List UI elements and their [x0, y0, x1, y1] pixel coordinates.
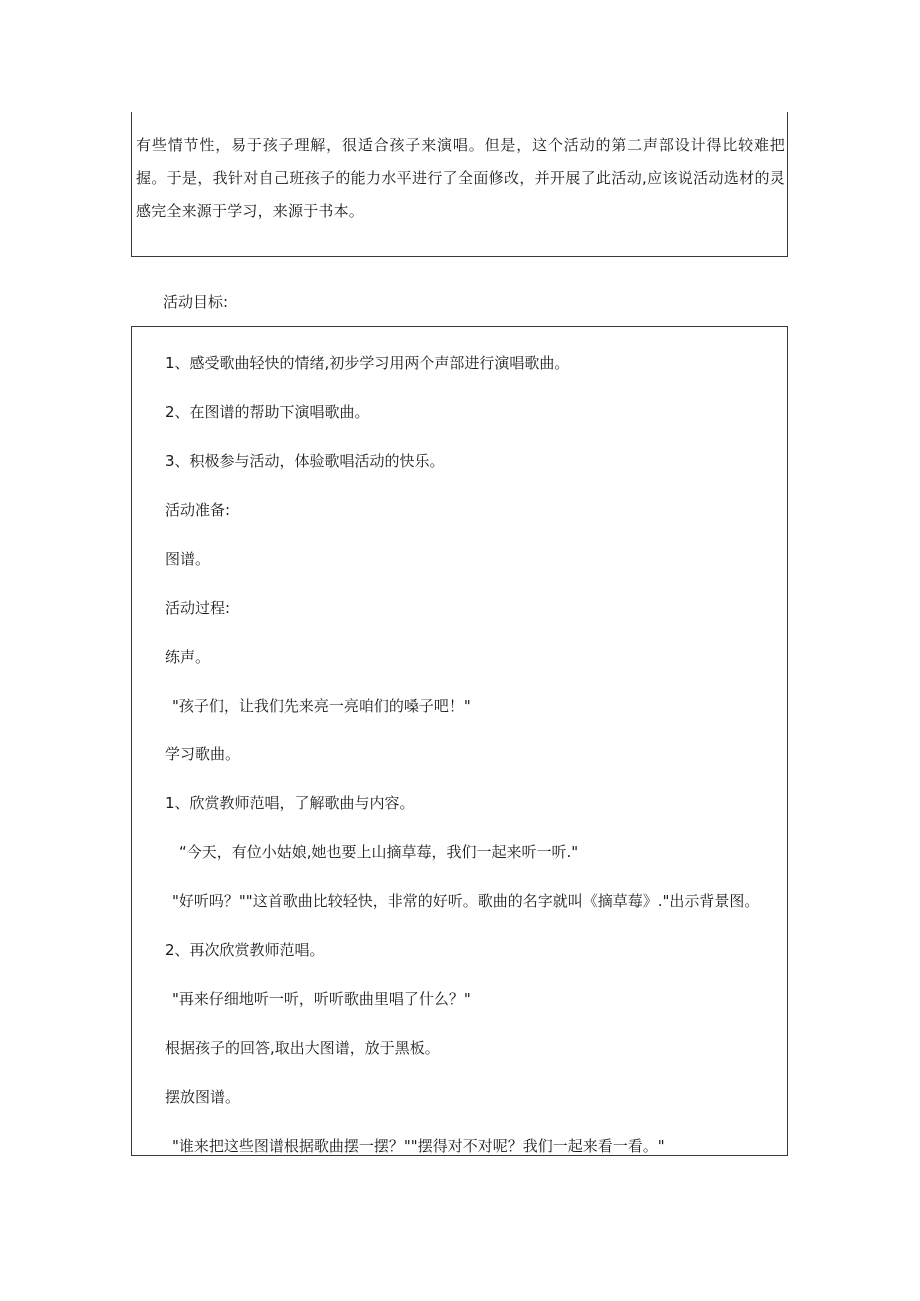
arrange-chart-quote: "谁来把这些图谱根据歌曲摆一摆？""摆得对不对呢？我们一起来看一看。" — [172, 1137, 665, 1155]
preparation-heading: 活动准备: — [165, 501, 231, 519]
warmup-quote: "孩子们，让我们先来亮一亮咱们的嗓子吧！" — [172, 697, 471, 715]
process-heading: 活动过程: — [165, 599, 231, 617]
goals-heading: 活动目标: — [163, 293, 229, 311]
learn-step-2-quote: "再来仔细地听一听，听听歌曲里唱了什么？" — [172, 990, 471, 1008]
learn-step-1: 1、欣赏教师范唱，了解歌曲与内容。 — [165, 794, 415, 812]
intro-paragraph: 有些情节性，易于孩子理解，很适合孩子来演唱。但是，这个活动的第二声部设计得比较难把握。于是，我针对自己班孩子的能力水平进行了全面修改，并开展了此活动,应该说活动选材的灵感完全来源于学习，来源于书本。 — [136, 136, 785, 220]
step-arrange-chart: 摆放图谱。 — [165, 1088, 241, 1106]
learn-step-1-quote-2: "好听吗？""这首歌曲比较轻快，非常的好听。歌曲的名字就叫《摘草莓》."出示背景图。 — [172, 892, 760, 910]
intro-box — [131, 112, 788, 257]
preparation-text: 图谱。 — [165, 550, 211, 568]
learn-step-1-quote: “今天，有位小姑娘,她也要上山摘草莓，我们一起来听一听." — [179, 843, 579, 861]
learn-step-2: 2、再次欣赏教师范唱。 — [165, 941, 325, 959]
step-warmup: 练声。 — [165, 648, 211, 666]
goal-item-1: 1、感受歌曲轻快的情绪,初步学习用两个声部进行演唱歌曲。 — [165, 354, 570, 372]
goal-item-3: 3、积极参与活动，体验歌唱活动的快乐。 — [165, 452, 445, 470]
chart-board-text: 根据孩子的回答,取出大图谱，放于黑板。 — [165, 1039, 440, 1057]
content-box — [131, 326, 788, 1156]
goal-item-2: 2、在图谱的帮助下演唱歌曲。 — [165, 403, 370, 421]
step-learn-song: 学习歌曲。 — [165, 745, 241, 763]
